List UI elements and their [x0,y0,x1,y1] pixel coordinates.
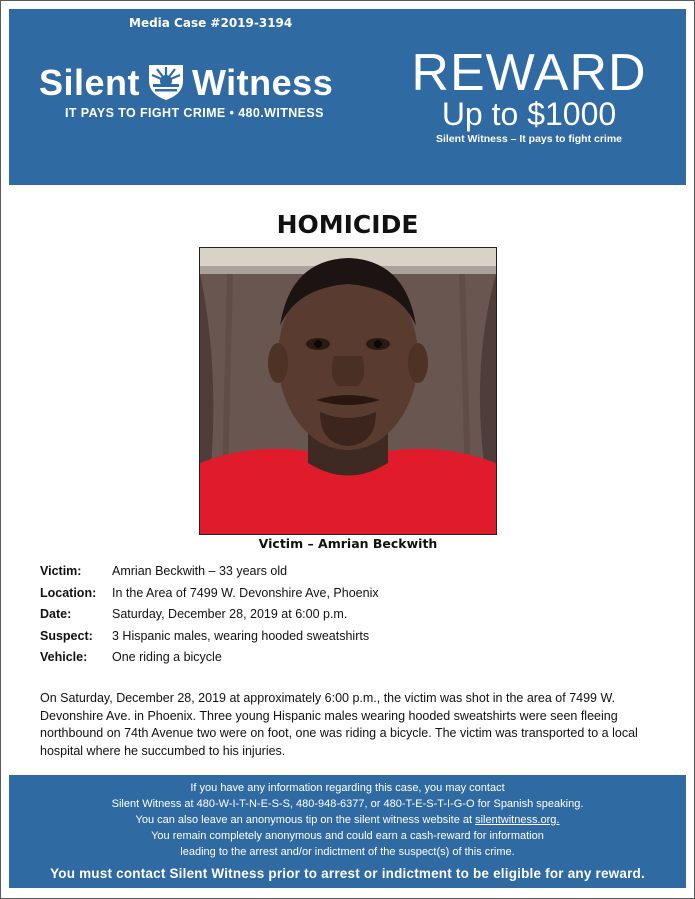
detail-label: Suspect: [40,628,93,643]
detail-value: Saturday, December 28, 2019 at 6:00 p.m. [112,607,348,621]
header-banner [9,9,686,185]
footer-banner [9,775,686,888]
footer-line [9,812,686,828]
case-number: Media Case #2019-3194 [129,16,293,30]
case-narrative: On Saturday, December 28, 2019 at approximately 6:00 p.m., the victim was shot in the area of 7499 W. Devonshire Ave. in Phoenix. Three young Hispanic males wearing hooded sweatshirts were seen fleeing northbound on 74th Avenue two were on foot, one was riding a bicycle. The victim was transported to a local hospital where he succumbed to his injuries. [40,691,638,758]
crime-type-heading: HOMICIDE [276,210,419,239]
footer-line: leading to the arrest and/or indictment of the suspect(s) of this crime. [180,846,515,858]
detail-row-suspect [40,629,379,651]
detail-row-date [40,607,379,629]
detail-row-victim [40,564,379,586]
photo-caption: Victim – Amrian Beckwith [258,536,438,551]
brand-right: Witness [192,62,334,103]
detail-value: One riding a bicycle [112,650,222,664]
reward-tagline: Silent Witness – It pays to fight crime [435,133,623,145]
footer-tip-text: You can also leave an anonymous tip on the silent witness website at [135,814,476,826]
detail-row-location [40,586,379,608]
footer-final-notice: You must contact Silent Witness prior to arrest or indictment to be eligible for any reward. [50,866,645,881]
footer-line: You remain completely anonymous and could earn a cash-reward for information [151,830,544,842]
detail-label: Victim: [40,564,82,578]
reward-amount: Up to $1000 [441,96,617,132]
footer-line: If you have any information regarding this case, you may contact [190,782,505,794]
brand-logo [39,61,333,104]
sunburst-shield-icon [144,61,188,101]
detail-row-vehicle [40,650,379,672]
detail-value: 3 Hispanic males, wearing hooded sweatshirts [112,628,370,643]
detail-label: Date: [40,607,72,621]
detail-value: In the Area of 7499 W. Devonshire Ave, Phoenix [112,585,379,600]
detail-label: Vehicle: [40,650,88,664]
reward-title: REWARD [411,44,647,102]
detail-value: Amrian Beckwith – 33 years old [112,564,288,578]
victim-photo [199,247,497,535]
website-link[interactable]: silentwitness.org. [475,814,560,826]
detail-label: Location: [40,585,97,600]
brand-left: Silent [39,62,141,103]
brand-tagline: IT PAYS TO FIGHT CRIME • 480.WITNESS [65,106,324,120]
case-details [40,564,379,672]
footer-line: Silent Witness at 480-W-I-T-N-E-S-S, 480-948-6377, or 480-T-E-S-T-I-G-O for Spanish speaking. [111,798,584,810]
